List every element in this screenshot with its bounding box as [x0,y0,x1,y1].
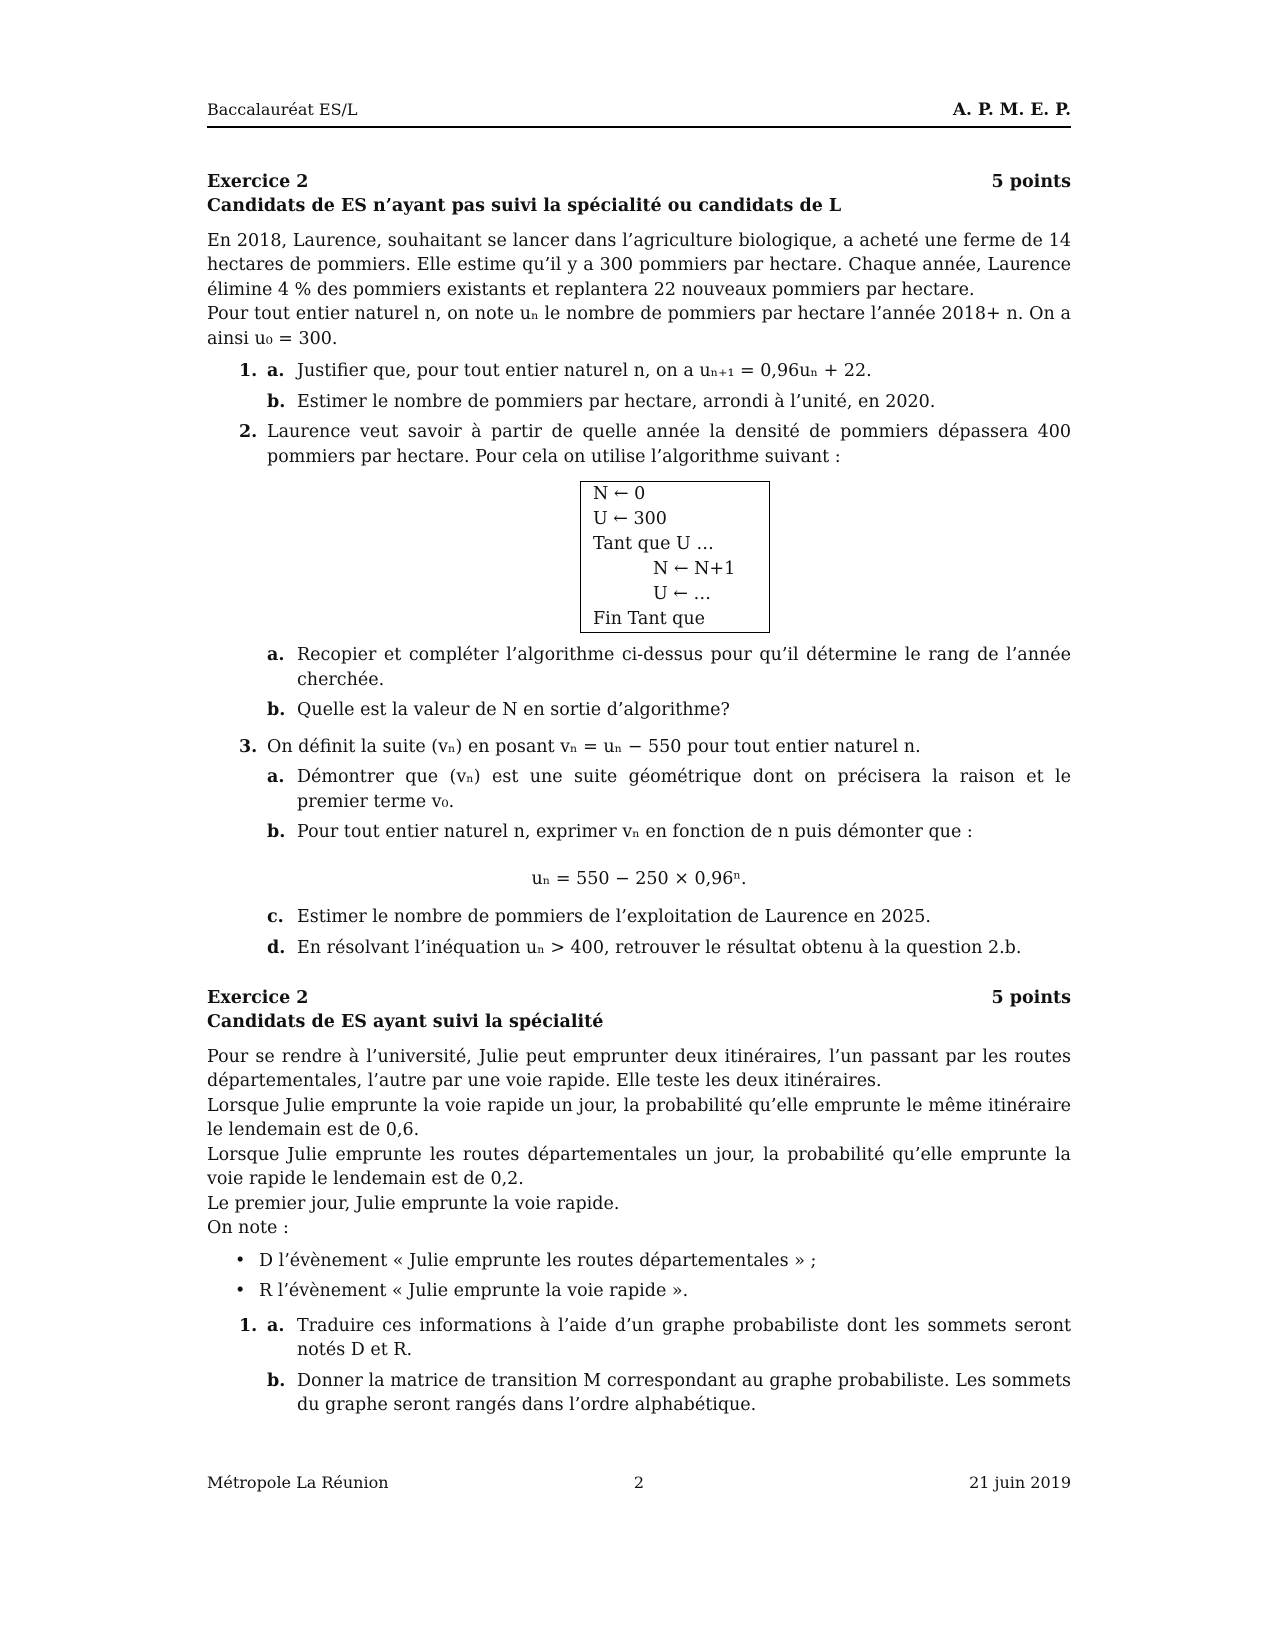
question-letter: c. [267,907,284,927]
question-text: Donner la matrice de transition M correspondant au graphe probabiliste. Les sommets du graphe seront rangés dans l’ordre alphabétique. [297,1370,1071,1415]
question-letter: b. [267,822,286,842]
list-item-text: R l’évènement « Julie emprunte la voie rapide ». [259,1281,689,1301]
exercise-subtitle: Candidats de ES n’ayant pas suivi la spécialité ou candidats de L [207,196,842,216]
bullet-icon: • [235,1250,246,1271]
exercise-heading [207,170,1071,194]
intro-paragraph: En 2018, Laurence, souhaitant se lancer dans l’agriculture biologique, a acheté une ferme de 14 hectares de pommiers. Elle estime qu’il y a 300 pommiers par hectare. Chaque année, Laurence élimine 4 % des pommiers existants et replantera 22 nouveaux pommiers par hectare. [207,230,1071,300]
exercise-subtitle: Candidats de ES ayant suivi la spécialité [207,1012,604,1032]
header-right: A. P. M. E. P. [952,100,1071,120]
question-number: 3. [239,736,258,757]
algo-line: N ← 0 [593,484,646,504]
footer-date: 21 juin 2019 [969,1473,1071,1492]
question-1a [207,359,1071,384]
header-left: Baccalauréat ES/L [207,100,358,119]
question-3d [207,936,1071,961]
question-text: Justifier que, pour tout entier naturel n, on a uₙ₊₁ = 0,96uₙ + 22. [297,361,872,381]
exercise-heading [207,986,1071,1010]
list-item-text: D l’évènement « Julie emprunte les routes départementales » ; [259,1250,817,1271]
paragraph: Lorsque Julie emprunte la voie rapide un jour, la probabilité qu’elle emprunte le même itinéraire le lendemain est de 0,6. [207,1095,1071,1140]
question-1b [207,390,1071,415]
question-3a [207,765,1071,814]
question-2a [207,643,1071,692]
question-3c [207,905,1071,930]
list-item [237,1249,1071,1274]
question-number: 2. [239,422,258,442]
question-text: Recopier et compléter l’algorithme ci-dessus pour qu’il détermine le rang de l’année cherchée. [297,645,1071,690]
formula: uₙ = 550 − 250 × 0,96ⁿ. [531,868,747,889]
exercise-points: 5 points [991,988,1071,1008]
algorithm-box [580,481,770,633]
question-1a [207,1314,1071,1363]
question-text: Estimer le nombre de pommiers de l’exploitation de Laurence en 2025. [297,907,931,927]
paragraph: On note : [207,1218,289,1238]
exercise-title: Exercice 2 [207,988,309,1008]
question-letter: b. [267,1370,286,1391]
question-1b [207,1369,1071,1418]
paragraph: Lorsque Julie emprunte les routes départementales un jour, la probabilité qu’elle emprunte la voie rapide le lendemain est de 0,2. [207,1144,1071,1189]
algo-line: Fin Tant que [593,609,706,629]
exercise-title: Exercice 2 [207,172,309,192]
question-2 [207,420,1071,469]
question-3b [207,820,1071,845]
intro-definition: Pour tout entier naturel n, on note uₙ le nombre de pommiers par hectare l’année 2018+ n. On a ainsi u₀ = 300. [207,304,1071,349]
question-3 [207,735,1071,760]
question-text: Traduire ces informations à l’aide d’un graphe probabiliste dont les sommets seront notés D et R. [297,1315,1071,1360]
question-number: 1. [239,361,258,381]
algo-line: N ← N+1 [653,559,736,579]
question-text: On définit la suite (vₙ) en posant vₙ = uₙ − 550 pour tout entier naturel n. [267,736,921,757]
question-text: En résolvant l’inéquation uₙ > 400, retrouver le résultat obtenu à la question 2.b. [297,937,1022,958]
algo-line: U ← 300 [593,509,667,529]
question-letter: a. [267,361,285,381]
paragraph: Pour se rendre à l’université, Julie peut emprunter deux itinéraires, l’un passant par les routes départementales, l’autre par une voie rapide. Elle teste les deux itinéraires. [207,1046,1071,1091]
question-text: Démontrer que (vₙ) est une suite géométrique dont on précisera la raison et le premier terme v₀. [297,767,1071,812]
footer-left: Métropole La Réunion [207,1473,389,1492]
paragraph: Le premier jour, Julie emprunte la voie rapide. [207,1193,620,1214]
question-2b [207,698,1071,723]
question-number: 1. [239,1315,258,1336]
question-text: Estimer le nombre de pommiers par hectare, arrondi à l’unité, en 2020. [297,391,936,412]
exercise-2 [207,986,1071,1418]
algo-line: Tant que U … [593,534,714,554]
bullet-icon: • [235,1281,246,1301]
algo-line: U ← … [653,584,712,604]
question-letter: a. [267,1315,285,1336]
question-letter: d. [267,937,286,958]
question-text: Laurence veut savoir à partir de quelle année la densité de pommiers dépassera 400 pommiers par hectare. Pour cela on utilise l’algorithme suivant : [267,422,1071,467]
exercise-1 [207,170,1071,960]
question-letter: a. [267,767,285,787]
question-text: Quelle est la valeur de N en sortie d’algorithme? [297,700,730,720]
question-letter: b. [267,391,286,412]
question-letter: b. [267,700,286,720]
exercise-points: 5 points [991,172,1071,192]
page-number: 2 [633,1473,645,1492]
question-letter: a. [267,645,285,665]
page-header [207,100,1071,128]
list-item [237,1279,1071,1304]
question-text: Pour tout entier naturel n, exprimer vₙ en fonction de n puis démonter que : [297,822,973,842]
